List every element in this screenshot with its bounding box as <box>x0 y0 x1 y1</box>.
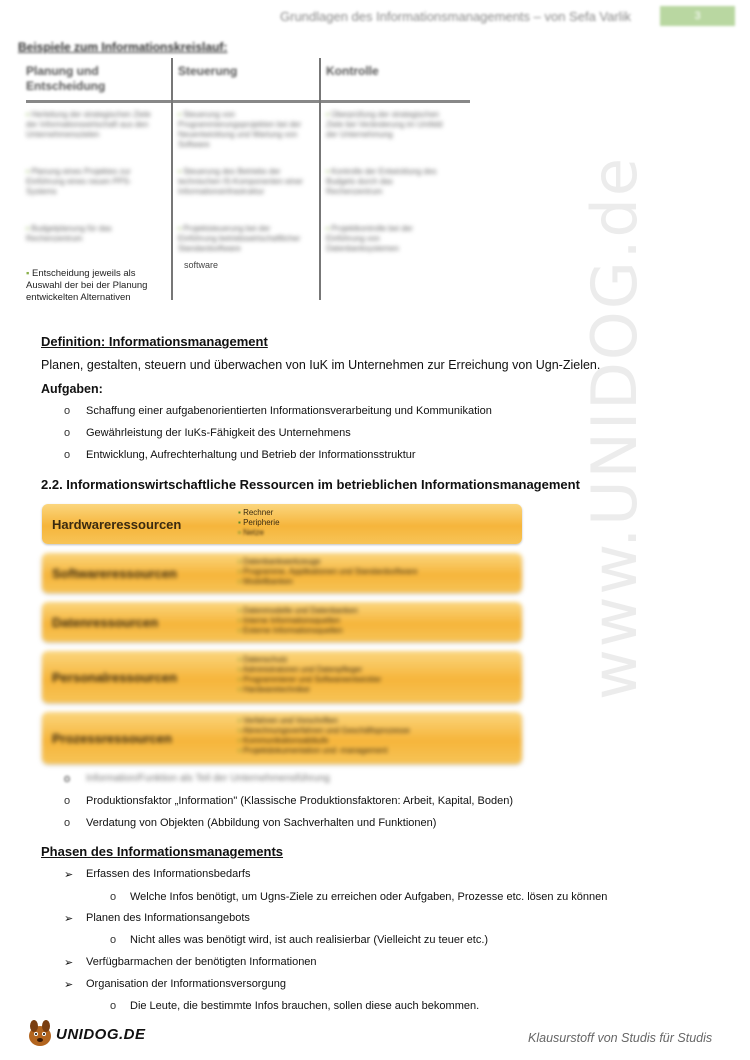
resource-item: ▪ Hardwaretechniker <box>238 685 381 695</box>
table-cell: ▪ Steuerung des Betriebs der technischen IS-Komponenten einer Informationsinfrastruktur <box>178 167 303 197</box>
bullet-circle: o <box>64 449 71 461</box>
logo-text: UNIDOG.DE <box>56 1026 146 1043</box>
column-header-steuerung: Steuerung <box>178 64 238 78</box>
table-cell: ▪ Steuerung von Programmierungsprojekten bei der Neuentwicklung und Wartung von Software <box>178 110 303 150</box>
resource-items <box>238 508 280 538</box>
phases-heading: Phasen des Informationsmanagements <box>41 844 284 859</box>
resource-item: ▪ Datenmodelle und Datenbanken <box>238 606 358 616</box>
tasks-heading: Aufgaben: <box>41 382 103 396</box>
section-heading: 2.2. Informationswirtschaftliche Ressourcen im betrieblichen Informationsmanagement <box>41 477 580 492</box>
resource-item: ▪ Administratoren und Datenpfleger <box>238 665 381 675</box>
definition-heading: Definition: Informationsmanagement <box>41 334 268 349</box>
resource-box-personnel <box>42 651 522 703</box>
resource-items <box>238 716 410 756</box>
resource-title: Hardwareressourcen <box>52 517 182 532</box>
list-item: Produktionsfaktor „Information" (Klassische Produktionsfaktoren: Arbeit, Kapital, Boden) <box>86 795 514 807</box>
phase-item: Organisation der Informationsversorgung <box>86 978 286 990</box>
page-number: 3 <box>660 6 735 26</box>
phase-subitem: Nicht alles was benötigt wird, ist auch realisierbar (Vielleicht zu teuer etc.) <box>130 934 489 946</box>
task-item: Schaffung einer aufgabenorientierten Informationsverarbeitung und Kommunikation <box>86 405 492 417</box>
resource-items <box>238 655 381 695</box>
resource-box-hardware <box>42 504 522 544</box>
watermark: www.UNIDOG.de <box>578 156 651 700</box>
phase-item: Verfügbarmachen der benötigten Informationen <box>86 956 317 968</box>
bullet-circle: o <box>64 773 71 785</box>
resource-title: Datenressourcen <box>52 615 159 630</box>
resource-item: ▪ Programmierer und Softwareentwickler <box>238 675 381 685</box>
bullet-circle: o <box>110 934 117 946</box>
phase-subitem: Welche Infos benötigt, um Ugns-Ziele zu erreichen oder Aufgaben, Prozesse etc. lösen zu können <box>130 891 608 903</box>
table-cell: ▪ Projektsteuerung bei der Einführung betriebswirtschaftlicher Standardsoftware <box>178 224 303 254</box>
task-item: Gewährleistung der IuKs-Fähigkeit des Unternehmens <box>86 427 351 439</box>
arrow-bullet-icon: ➢ <box>64 957 74 969</box>
table-cell: ▪ Projektkontrolle bei der Einführung von Datenbanksystemen <box>326 224 451 254</box>
definition-text: Planen, gestalten, steuern und überwachen von IuK im Unternehmen zur Erreichung von Ugn-Zielen. <box>41 358 601 372</box>
resource-box-data <box>42 602 522 642</box>
resource-item: ▪ Datenschutz <box>238 655 381 665</box>
task-item: Entwicklung, Aufrechterhaltung und Betrieb der Informationsstruktur <box>86 449 416 461</box>
table-cell: ▪ Kontrolle der Entwicklung des Budgets durch das Rechenzentrum <box>326 167 451 197</box>
table-cell: ▪ Herleitung der strategischen Ziele der Informationswirtschaft aus den Unternehmenszielen <box>26 110 151 140</box>
header-title: Grundlagen des Informationsmanagements – von Sefa Varlik <box>280 9 631 24</box>
resource-item: ▪ Programme, Applikationen und Standardsoftware <box>238 567 417 577</box>
resource-item: ▪ Rechner <box>238 508 280 518</box>
resource-item: ▪ Projektdokumentation und -management <box>238 746 410 756</box>
phase-item: Planen des Informationsangebots <box>86 912 250 924</box>
resource-item: ▪ Peripherie <box>238 518 280 528</box>
bullet-circle: o <box>64 427 71 439</box>
list-item: Verdatung von Objekten (Abbildung von Sachverhalten und Funktionen) <box>86 817 437 829</box>
resource-box-software <box>42 553 522 593</box>
column-header-kontrolle: Kontrolle <box>326 64 379 78</box>
resource-item: ▪ Verfahren und Vorschriften <box>238 716 410 726</box>
bullet-circle: o <box>64 405 71 417</box>
resource-item: ▪ Externe Informationsquellen <box>238 626 358 636</box>
resource-title: Prozessressourcen <box>52 731 172 746</box>
table-cell: ▪ Planung eines Projektes zur Einführung eines neuen PPS-Systems <box>26 167 151 197</box>
example-note-tail: software <box>184 260 219 270</box>
phase-subitem: Die Leute, die bestimmte Infos brauchen, sollen diese auch bekommen. <box>130 1000 480 1012</box>
resource-title: Softwareressourcen <box>52 566 177 581</box>
column-divider <box>171 58 173 300</box>
list-item: Information/Funktion als Teil der Unternehmensführung <box>86 773 330 784</box>
resource-item: ▪ Netze <box>238 528 280 538</box>
column-divider <box>319 58 321 300</box>
resource-items <box>238 606 358 636</box>
table-cell: ▪ Budgetplanung für das Rechenzentrum <box>26 224 151 244</box>
footer-slogan: Klausurstoff von Studis für Studis <box>528 1031 713 1045</box>
resource-item: ▪ Modellbanken <box>238 577 417 587</box>
bullet-circle: o <box>110 1000 117 1012</box>
table-header-rule <box>26 100 470 103</box>
column-header-planung: Planung und Entscheidung <box>26 64 106 93</box>
resource-item: ▪ Datenbankwerkzeuge <box>238 557 417 567</box>
bullet-circle: o <box>64 817 71 829</box>
phase-item: Erfassen des Informationsbedarfs <box>86 868 251 880</box>
example-note: ▪ Entscheidung jeweils als Auswahl der bei der Planung entwickelten Alternativen <box>26 268 156 304</box>
table-cell: ▪ Überprüfung der strategischen Ziele bei Veränderung im Umfeld der Unternehmung <box>326 110 451 140</box>
example-heading: Beispiele zum Informationskreislauf: <box>18 40 228 54</box>
resource-item: ▪ Interne Informationsquellen <box>238 616 358 626</box>
resource-box-process <box>42 712 522 764</box>
bullet-circle: o <box>64 795 71 807</box>
resource-items <box>238 557 417 587</box>
arrow-bullet-icon: ➢ <box>64 913 74 925</box>
arrow-bullet-icon: ➢ <box>64 979 74 991</box>
arrow-bullet-icon: ➢ <box>64 869 74 881</box>
resource-title: Personalressourcen <box>52 670 178 685</box>
resource-item: ▪ Abrechnungsverfahren und Geschäftsprozesse <box>238 726 410 736</box>
bullet-circle: o <box>110 891 117 903</box>
resource-item: ▪ Kommunikationsabläufe <box>238 736 410 746</box>
